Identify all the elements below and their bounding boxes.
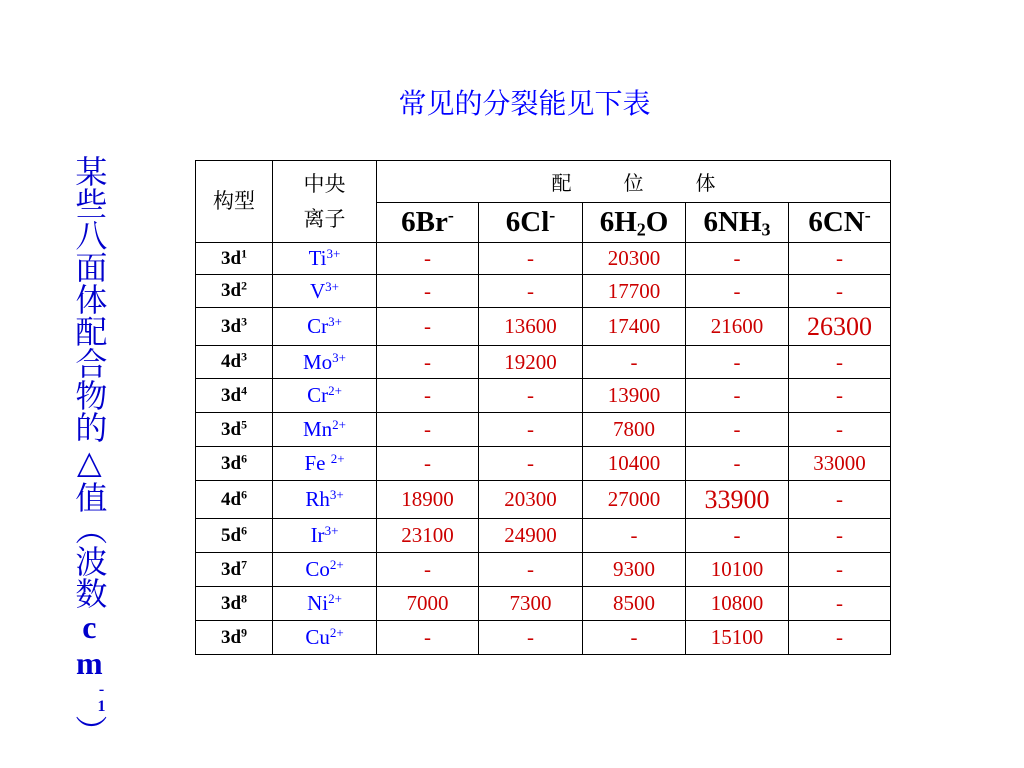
table-row (196, 587, 891, 621)
electron-config-cell: $3d^2$ (196, 275, 273, 308)
electron-config-cell: $3d^9$ (196, 621, 273, 655)
value-cell: 7300 (479, 587, 583, 621)
electron-config-cell: $5d^6$ (196, 519, 273, 553)
central-ion-cell: $Ti^{3+}$ (273, 243, 377, 275)
value-cell: 10800 (686, 587, 789, 621)
value-cell: - (789, 346, 891, 379)
value-cell: 20300 (583, 243, 686, 275)
value-cell: - (686, 413, 789, 447)
value-cell: 18900 (377, 481, 479, 519)
value-cell: - (479, 275, 583, 308)
value-cell: 10400 (583, 447, 686, 481)
value-cell: 27000 (583, 481, 686, 519)
central-ion-cell: $Rh^{3+}$ (273, 481, 377, 519)
central-ion-cell: $Cr^{3+}$ (273, 308, 377, 346)
central-ion-cell: $Mn^{2+}$ (273, 413, 377, 447)
electron-config-cell: $3d^1$ (196, 243, 273, 275)
value-cell: - (686, 346, 789, 379)
value-cell: 8500 (583, 587, 686, 621)
value-cell: - (789, 243, 891, 275)
electron-config-cell: $3d^5$ (196, 413, 273, 447)
value-cell: - (583, 621, 686, 655)
central-ion-cell: $Mo^{3+}$ (273, 346, 377, 379)
value-cell: - (789, 379, 891, 413)
electron-config-cell: $3d^3$ (196, 308, 273, 346)
value-cell: - (479, 413, 583, 447)
header-row-1 (196, 161, 891, 203)
table-row (196, 553, 891, 587)
value-cell: 33900 (686, 481, 789, 519)
value-cell: 17700 (583, 275, 686, 308)
value-cell: - (686, 519, 789, 553)
value-cell: 23100 (377, 519, 479, 553)
electron-config-cell: $3d^7$ (196, 553, 273, 587)
value-cell: - (789, 413, 891, 447)
table-row (196, 481, 891, 519)
value-cell: - (377, 243, 479, 275)
central-ion-cell: $Ir^{3+}$ (273, 519, 377, 553)
value-cell: - (789, 481, 891, 519)
value-cell: - (479, 243, 583, 275)
value-cell: 9300 (583, 553, 686, 587)
value-cell: - (377, 553, 479, 587)
table-row (196, 519, 891, 553)
table-row (196, 308, 891, 346)
value-cell: - (377, 413, 479, 447)
value-cell: - (789, 587, 891, 621)
central-ion-cell: $Cr^{2+}$ (273, 379, 377, 413)
header-geometry: 构型 (196, 161, 273, 243)
electron-config-cell: $3d^6$ (196, 447, 273, 481)
value-cell: - (583, 346, 686, 379)
value-cell: - (479, 447, 583, 481)
electron-config-cell: $4d^3$ (196, 346, 273, 379)
side-caption-unit: $cm^{-1}$ (71, 609, 110, 715)
central-ion-cell: $Co^{2+}$ (273, 553, 377, 587)
value-cell: 17400 (583, 308, 686, 346)
header-central-ion: 中央 离子 (273, 161, 377, 243)
value-cell: - (686, 379, 789, 413)
value-cell: 15100 (686, 621, 789, 655)
side-caption-text: 某些八面体配合物的△值（波数 (70, 155, 109, 609)
table-row (196, 275, 891, 308)
value-cell: - (789, 275, 891, 308)
value-cell: - (377, 379, 479, 413)
central-ion-cell: $Cu^{2+}$ (273, 621, 377, 655)
table-row (196, 346, 891, 379)
value-cell: 7800 (583, 413, 686, 447)
value-cell: - (377, 447, 479, 481)
table-row (196, 447, 891, 481)
central-ion-cell: Fe $^{2+}$ (273, 447, 377, 481)
ligand-nh3: $6NH_3$ (686, 203, 789, 243)
value-cell: - (686, 447, 789, 481)
value-cell: - (583, 519, 686, 553)
central-ion-cell: $V^{3+}$ (273, 275, 377, 308)
value-cell: - (789, 553, 891, 587)
central-ion-cell: $Ni^{2+}$ (273, 587, 377, 621)
table-row (196, 621, 891, 655)
ligand-cl: 6Cl- (479, 203, 583, 243)
electron-config-cell: $4d^6$ (196, 481, 273, 519)
side-caption (70, 155, 119, 747)
value-cell: - (789, 519, 891, 553)
splitting-energy-table (195, 160, 891, 655)
table-row (196, 379, 891, 413)
value-cell: - (686, 275, 789, 308)
value-cell: - (479, 621, 583, 655)
value-cell: 33000 (789, 447, 891, 481)
value-cell: 13600 (479, 308, 583, 346)
value-cell: 10100 (686, 553, 789, 587)
value-cell: 7000 (377, 587, 479, 621)
value-cell: 19200 (479, 346, 583, 379)
electron-config-cell: $3d^8$ (196, 587, 273, 621)
value-cell: 20300 (479, 481, 583, 519)
value-cell: - (479, 379, 583, 413)
ligand-h2o: $6H_2O$ (583, 203, 686, 243)
ligand-cn: 6CN- (789, 203, 891, 243)
header-ligand: 配 位 体 (377, 161, 891, 203)
value-cell: 13900 (583, 379, 686, 413)
table-row (196, 413, 891, 447)
value-cell: - (479, 553, 583, 587)
ligand-br: 6Br- (377, 203, 479, 243)
value-cell: 24900 (479, 519, 583, 553)
value-cell: 26300 (789, 308, 891, 346)
value-cell: - (377, 346, 479, 379)
value-cell: 21600 (686, 308, 789, 346)
side-caption-close: ） (70, 715, 109, 747)
value-cell: - (377, 308, 479, 346)
value-cell: - (377, 275, 479, 308)
value-cell: - (377, 621, 479, 655)
slide-title: 常见的分裂能见下表 (398, 87, 651, 120)
electron-config-cell: $3d^4$ (196, 379, 273, 413)
value-cell: - (686, 243, 789, 275)
value-cell: - (789, 621, 891, 655)
table-row (196, 243, 891, 275)
